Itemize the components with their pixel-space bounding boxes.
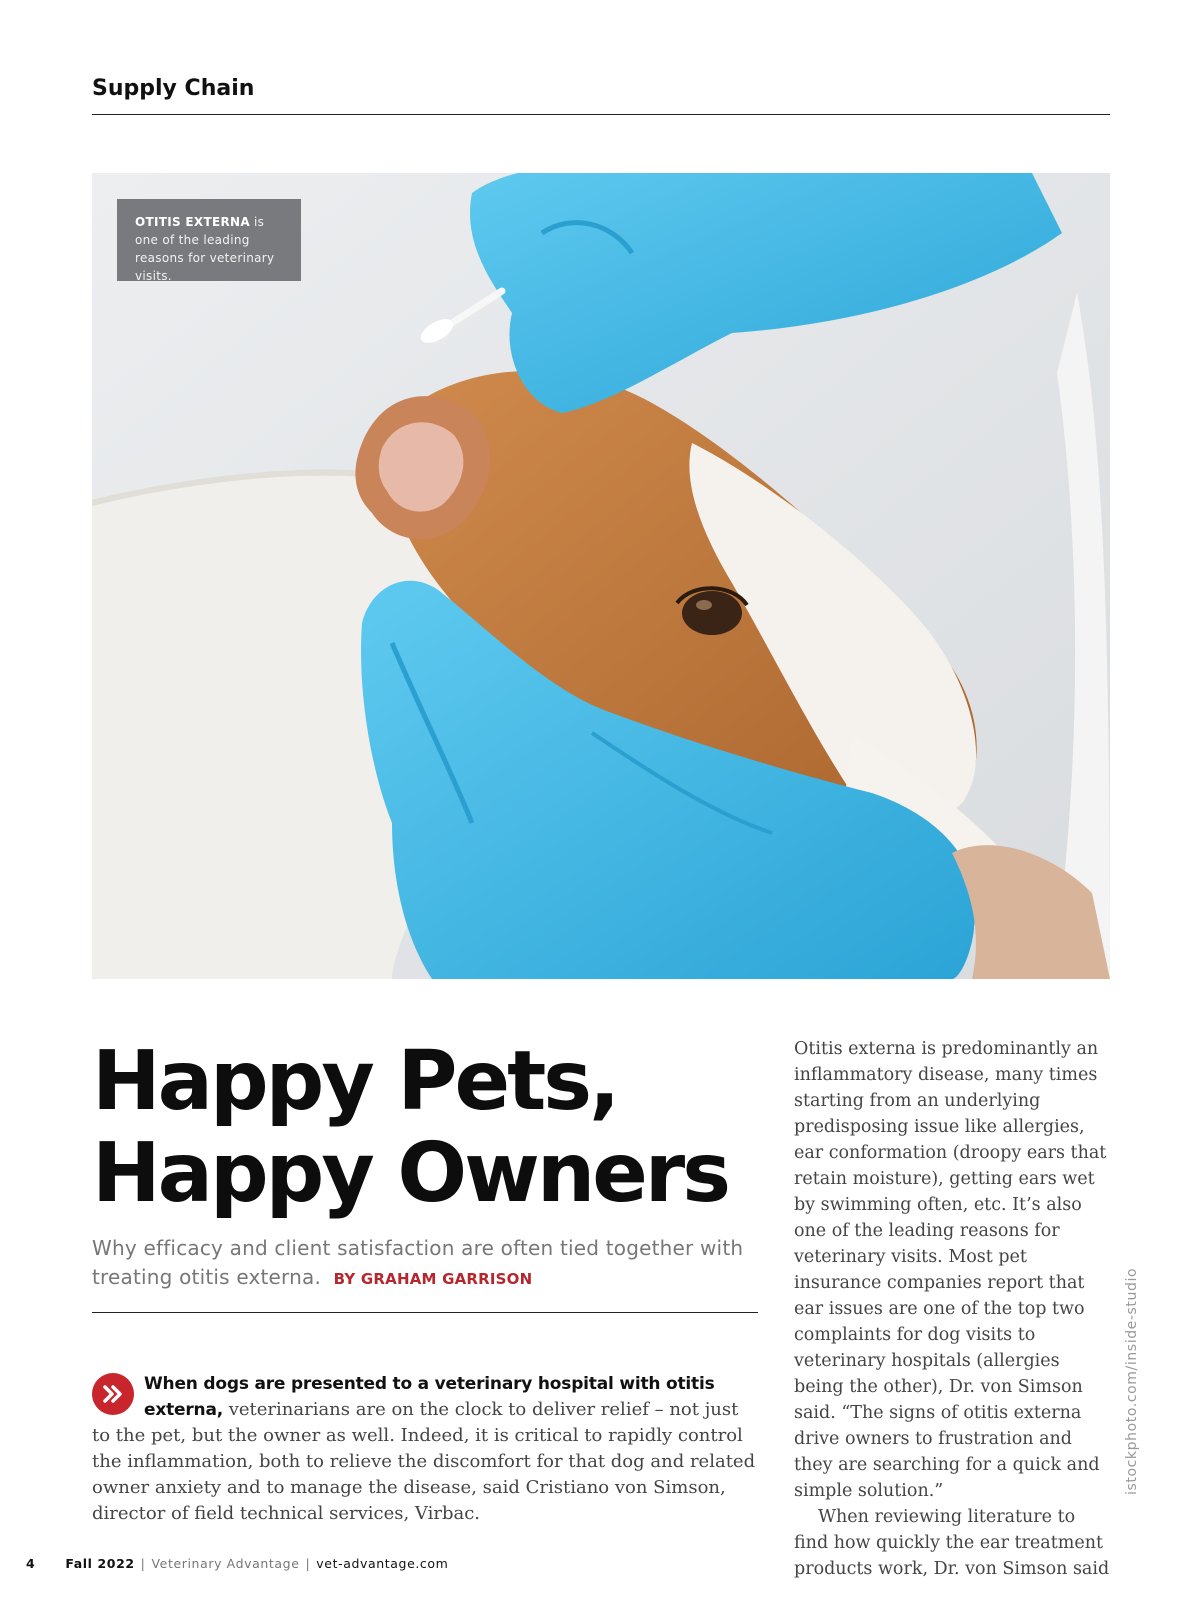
issue-label: Fall 2022 xyxy=(65,1556,135,1571)
photo-credit: istockphoto.com/inside-studio xyxy=(1124,1267,1140,1495)
title-line-2: Happy Owners xyxy=(92,1126,729,1221)
intro-paragraph xyxy=(92,1371,758,1527)
intro-lead: When dogs are presented to a veterinary hospital with otitis externa, xyxy=(144,1374,715,1420)
byline: BY GRAHAM GARRISON xyxy=(333,1270,533,1288)
section-divider xyxy=(92,114,1110,115)
dog-ear-exam-illustration xyxy=(92,173,1110,979)
caption-highlight: OTITIS EXTERNA xyxy=(135,215,250,229)
article-dek xyxy=(92,1234,760,1294)
photo-caption xyxy=(117,199,301,281)
section-label: Supply Chain xyxy=(92,76,255,101)
intro-body: veterinarians are on the clock to deliver relief – not just to the pet, but the owner as well. Indeed, it is critical to rapidly control the inflammation, both to relieve the discomfort for that dog and related owner anxiety and to manage the disease, said Cristiano von Simson, director of field technical services, Virbac. xyxy=(92,1399,756,1524)
footer-separator-1: | xyxy=(140,1556,146,1571)
title-line-1: Happy Pets, xyxy=(92,1034,618,1129)
column-paragraph-2: When reviewing literature to find how quickly the ear treatment products work, Dr. von Simson said xyxy=(794,1507,1110,1579)
double-chevron-right-icon xyxy=(92,1373,134,1415)
publication-name: Veterinary Advantage xyxy=(151,1556,300,1571)
hero-photo xyxy=(92,173,1110,979)
article-title xyxy=(92,1036,732,1220)
dek-divider xyxy=(92,1312,758,1313)
column-paragraph-1: Otitis externa is predominantly an inflammatory disease, many times starting from an underlying predisposing issue like allergies, ear conformation (droopy ears that retain moisture), getting ears wet by swimming often, etc. It’s also one of the leading reasons for veterinary visits. Most pet insurance companies report that ear issues are one of the top two complaints for dog visits to veterinary hospitals (allergies being the other), Dr. von Simson said. “The signs of otitis externa drive owners to frustration and they are searching for a quick and simple solution.” xyxy=(794,1039,1107,1501)
website-link[interactable]: vet-advantage.com xyxy=(316,1556,449,1571)
right-column xyxy=(794,1036,1112,1582)
dek-text: Why efficacy and client satisfaction are often tied together with treating otitis externa. xyxy=(92,1236,744,1289)
page-number: 4 xyxy=(26,1556,36,1571)
page-footer xyxy=(26,1556,448,1571)
footer-separator-2: | xyxy=(305,1556,311,1571)
caption-text: is one of the leading reasons for veterinary visits. xyxy=(135,215,275,283)
